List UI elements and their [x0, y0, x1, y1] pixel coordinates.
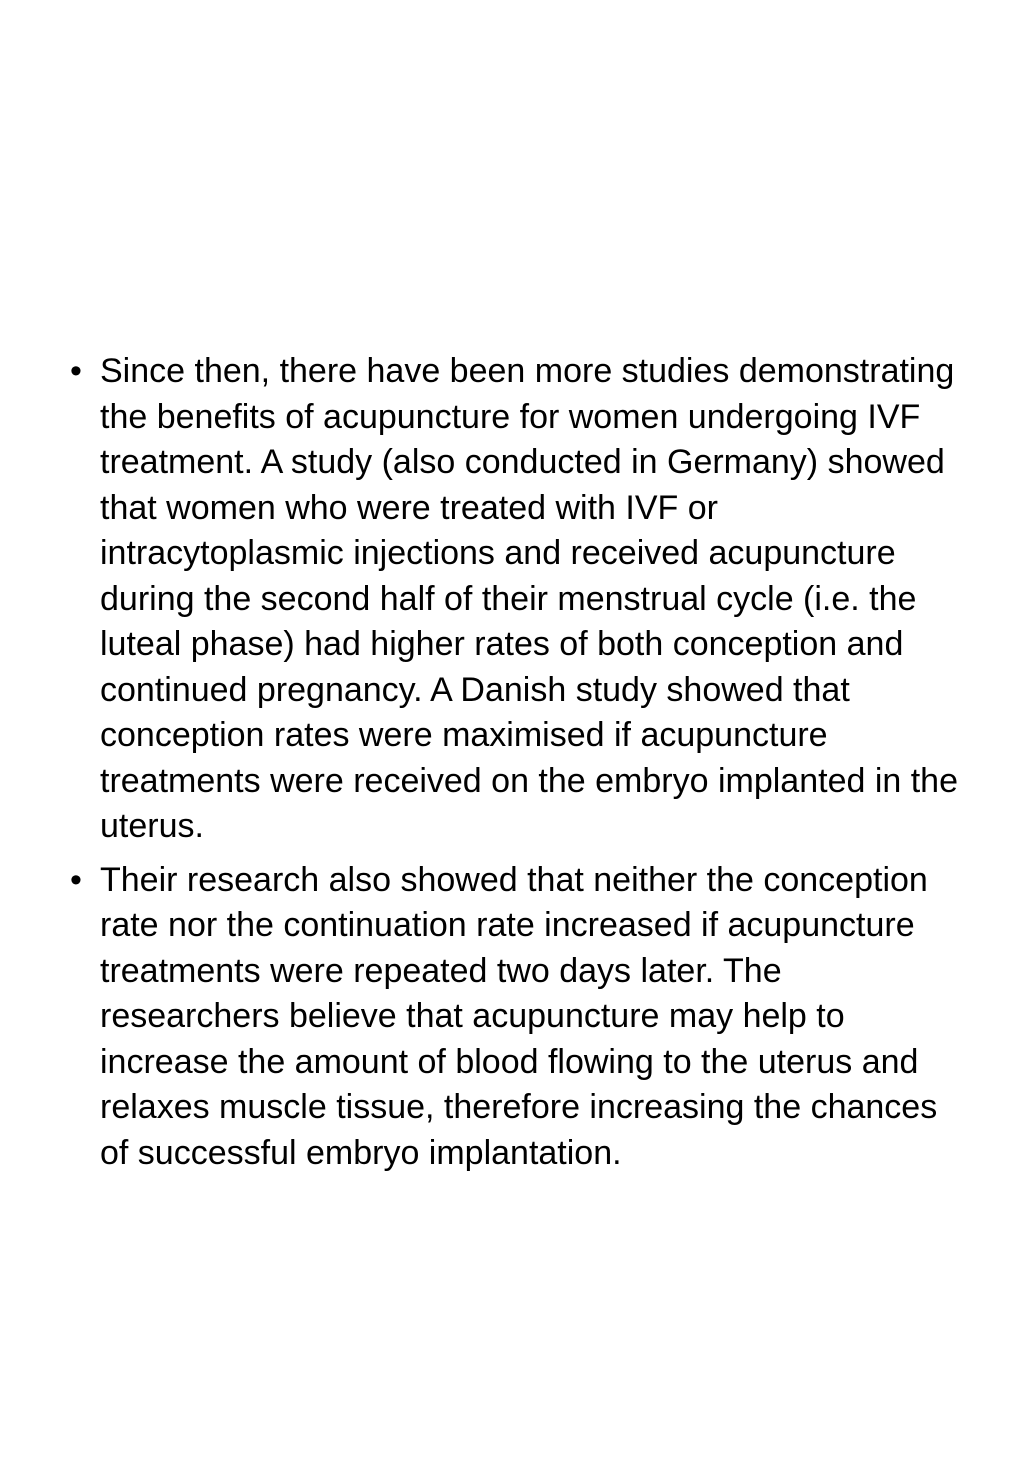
bullet-marker: • — [70, 352, 82, 390]
bullet-marker: • — [70, 860, 82, 899]
bullet-item — [58, 858, 958, 1177]
bullet-text: Since then, there have been more studies demonstrating the benefits of acupuncture for women undergoing IVF treatment. A study (also conducted in Germany) showed that women who were treated with IVF or intracytoplasmic injections and received acupuncture during the second half of their menstrual cycle (i.e. the luteal phase) had higher rates of both conception and continued pregnancy. A Danish study showed that conception rates were maximised if acupuncture treatments were received on the embryo implanted in the uterus. — [100, 352, 959, 845]
bullet-text: Their research also showed that neither the conception rate nor the continuation rate increased if acupuncture treatments were repeated two days later. The researchers believe that acupuncture may help to increase the amount of blood flowing to the uterus and relaxes muscle tissue, therefore increasing the chances of successful embryo implantation. — [100, 860, 938, 1172]
bullet-item — [58, 349, 958, 850]
bullet-list — [58, 349, 958, 1184]
